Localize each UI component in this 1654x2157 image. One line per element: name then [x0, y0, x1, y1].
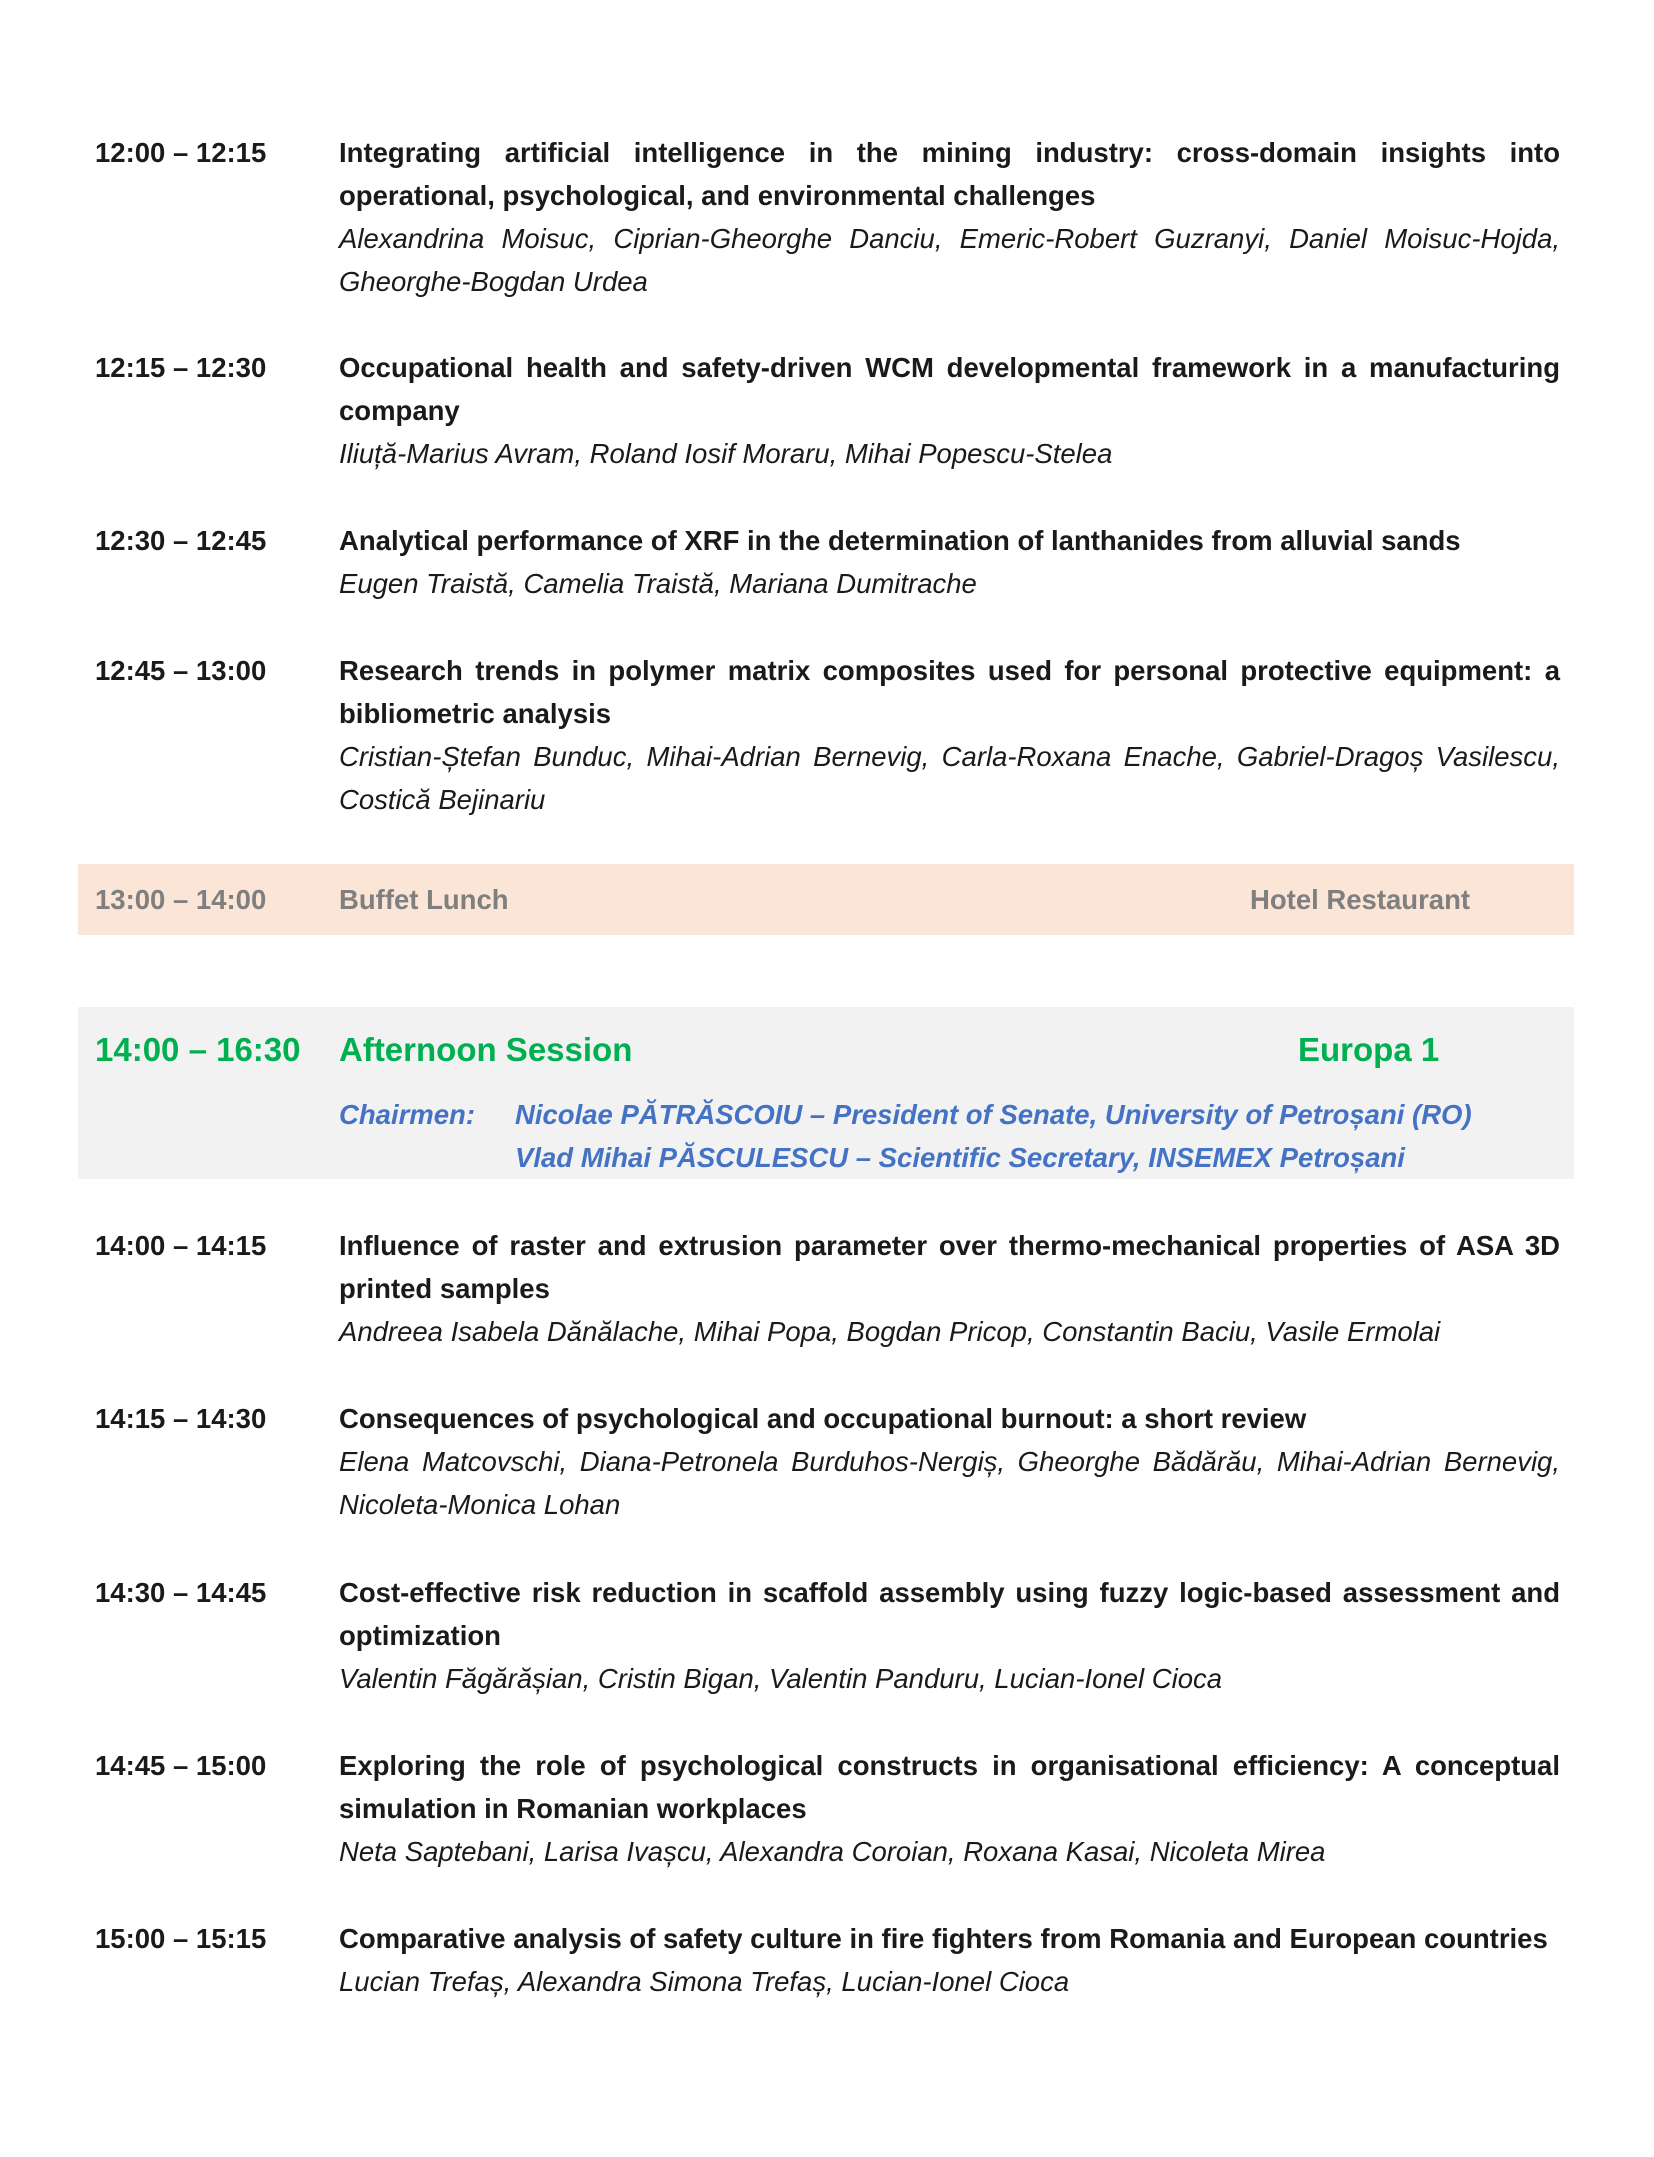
- talk-time: 14:15 – 14:30: [95, 1403, 267, 1434]
- talk-title: Occupational health and safety-driven WCM developmental framework in a manufacturing company: [339, 352, 1560, 426]
- talk-title: Integrating artificial intelligence in the mining industry: cross-domain insights into operational, psychological, and environmental challenges: [339, 137, 1560, 211]
- talk-time: 12:00 – 12:15: [95, 137, 267, 168]
- talk-time: 12:45 – 13:00: [95, 655, 267, 686]
- talk-title: Comparative analysis of safety culture in fire fighters from Romania and European countries: [339, 1923, 1548, 1954]
- session-header: [78, 1007, 1574, 1179]
- talk-time: 12:15 – 12:30: [95, 352, 267, 383]
- talk-authors: Elena Matcovschi, Diana-Petronela Burduhos-Nergiș, Gheorghe Bădărău, Mihai-Adrian Bernevig, Nicoleta-Monica Lohan: [339, 1446, 1560, 1520]
- lunch-time: 13:00 – 14:00: [95, 884, 267, 915]
- chairman-entry: Vlad Mihai PĂSCULESCU – Scientific Secretary, INSEMEX Petroșani: [515, 1142, 1405, 1173]
- session-time: 14:00 – 16:30: [95, 1031, 301, 1068]
- talk-title: Cost-effective risk reduction in scaffold assembly using fuzzy logic-based assessment and optimization: [339, 1577, 1560, 1651]
- talk-authors: Lucian Trefaș, Alexandra Simona Trefaș, Lucian-Ionel Cioca: [339, 1966, 1070, 1997]
- talk-authors: Neta Saptebani, Larisa Ivașcu, Alexandra Coroian, Roxana Kasai, Nicoleta Mirea: [339, 1836, 1326, 1867]
- talk-authors: Cristian-Ștefan Bunduc, Mihai-Adrian Bernevig, Carla-Roxana Enache, Gabriel-Dragoș Vasilescu, Costică Bejinariu: [339, 741, 1560, 815]
- talk-title: Research trends in polymer matrix composites used for personal protective equipment: a bibliometric analysis: [339, 655, 1560, 729]
- lunch-location: Hotel Restaurant: [1250, 884, 1471, 915]
- lunch-title: Buffet Lunch: [339, 884, 509, 915]
- chairmen-label: Chairmen:: [339, 1099, 475, 1130]
- chairman-entry: Nicolae PĂTRĂSCOIU – President of Senate, University of Petroșani (RO): [515, 1099, 1472, 1130]
- talk-authors: Iliuță-Marius Avram, Roland Iosif Moraru, Mihai Popescu-Stelea: [339, 438, 1113, 469]
- talk-time: 12:30 – 12:45: [95, 525, 267, 556]
- talk-title: Influence of raster and extrusion parameter over thermo-mechanical properties of ASA 3D printed samples: [339, 1230, 1560, 1304]
- talk-title: Consequences of psychological and occupational burnout: a short review: [339, 1403, 1307, 1434]
- talk-authors: Alexandrina Moisuc, Ciprian-Gheorghe Danciu, Emeric-Robert Guzranyi, Daniel Moisuc-Hojda, Gheorghe-Bogdan Urdea: [339, 223, 1560, 297]
- talk-time: 15:00 – 15:15: [95, 1923, 267, 1954]
- lunch-break-row: [78, 864, 1574, 935]
- session-room: Europa 1: [1298, 1031, 1440, 1068]
- talk-authors: Andreea Isabela Dănălache, Mihai Popa, Bogdan Pricop, Constantin Baciu, Vasile Ermolai: [339, 1316, 1441, 1347]
- talk-time: 14:30 – 14:45: [95, 1577, 267, 1608]
- talk-time: 14:00 – 14:15: [95, 1230, 267, 1261]
- talk-title: Analytical performance of XRF in the determination of lanthanides from alluvial sands: [339, 525, 1461, 556]
- session-name: Afternoon Session: [339, 1031, 633, 1068]
- talk-title: Exploring the role of psychological constructs in organisational efficiency: A conceptual simulation in Romanian workplaces: [339, 1750, 1560, 1824]
- talk-time: 14:45 – 15:00: [95, 1750, 267, 1781]
- talk-authors: Eugen Traistă, Camelia Traistă, Mariana Dumitrache: [339, 568, 977, 599]
- talk-authors: Valentin Făgărășian, Cristin Bigan, Valentin Panduru, Lucian-Ionel Cioca: [339, 1663, 1223, 1694]
